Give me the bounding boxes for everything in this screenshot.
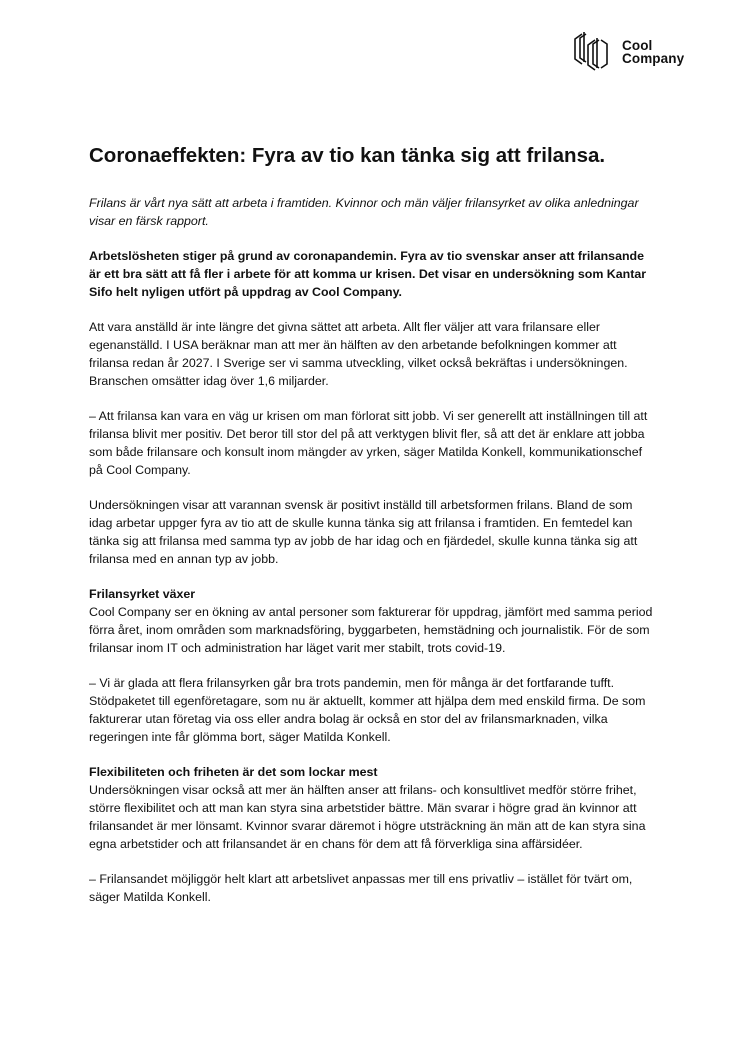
brand-logo (572, 31, 684, 73)
paragraph-7: – Frilansandet möjliggör helt klart att arbetslivet anpassas mer till ens privatliv – istället för tvärt om, säger Matilda Konkell. (89, 872, 633, 904)
paragraph-1: Att vara anställd är inte längre det givna sättet att arbeta. Allt fler väljer att vara frilansare eller egenanställd. I USA beräknar man att mer än hälften av den arbetande befolkningen kommer att frilansa redan år 2027. I Sverige ser vi samma utveckling, vilket också bekräftas i undersökningen. Branschen omsätter idag över 1,6 miljarder. (89, 320, 628, 388)
section-flexibiliteten (89, 763, 659, 853)
subheading-frilansyrket: Frilansyrket växer (89, 587, 196, 601)
cool-company-logo-icon (572, 31, 610, 73)
paragraph-5: – Vi är glada att flera frilansyrken går bra trots pandemin, men för många är det fortfarande tufft. Stödpaketet till egenföretagare, som nu är aktuellt, kommer att hjälpa dem med enskild firma. De som fakturerar utan företag via oss eller andra bolag är också en stor del av frilansmarknaden, vilka regeringen inte får glömma bort, säger Matilda Konkell. (89, 676, 646, 744)
article-title: Coronaeffekten: Fyra av tio kan tänka sig att frilansa. (89, 144, 606, 167)
article-lead: Arbetslösheten stiger på grund av coronapandemin. Fyra av tio svenskar anser att frilansande är ett bra sätt att få fler i arbete för att komma ur krisen. Det visar en undersökning som Kantar Sifo helt nyligen utfört på uppdrag av Cool Company. (89, 249, 647, 299)
article-ingress: Frilans är vårt nya sätt att arbeta i framtiden. Kvinnor och män väljer frilansyrket av olika anledningar visar en färsk rapport. (89, 196, 639, 228)
subheading-flexibiliteten: Flexibiliteten och friheten är det som lockar mest (89, 765, 378, 779)
brand-wordmark (622, 39, 684, 65)
section-frilansyrket (89, 585, 659, 657)
paragraph-2: – Att frilansa kan vara en väg ur krisen om man förlorat sitt jobb. Vi ser generellt att inställningen till att frilansa blivit mer positiv. Det beror till stor del på att verktygen blivit fler, så att det är enklare att jobba som både frilansare och konsult inom mängder av yrken, säger Matilda Konkell, kommunikationschef på Cool Company. (89, 409, 648, 477)
article-body (89, 143, 659, 923)
paragraph-6: Undersökningen visar också att mer än hälften anser att frilans- och konsultlivet medför större frihet, större flexibilitet och att man kan styra sina arbetstider bättre. Män svarar i högre grad än kvinnor att frilansandet är mer lönsamt. Kvinnor svarar däremot i högre utsträckning än män att de kan styra sina egna arbetstider och att frilansandet är en chans för dem att få förverkliga sina affärsidéer. (89, 783, 646, 851)
paragraph-4: Cool Company ser en ökning av antal personer som fakturerar för uppdrag, jämfört med samma period förra året, inom områden som marknadsföring, byggarbeten, hemstädning och journalistik. För de som frilansar inom IT och administration har läget varit mer stabilt, trots covid-19. (89, 605, 653, 655)
brand-line-1: Cool (622, 38, 653, 53)
paragraph-3: Undersökningen visar att varannan svensk är positivt inställd till arbetsformen frilans. Bland de som idag arbetar uppger fyra av tio att de skulle kunna tänka sig att frilansa i framtiden. En femtedel kan tänka sig att frilansa med samma typ av jobb de har idag och en fjärdedel, skulle kunna tänka sig att frilansa med en annan typ av jobb. (89, 498, 638, 566)
brand-line-2: Company (622, 51, 685, 66)
